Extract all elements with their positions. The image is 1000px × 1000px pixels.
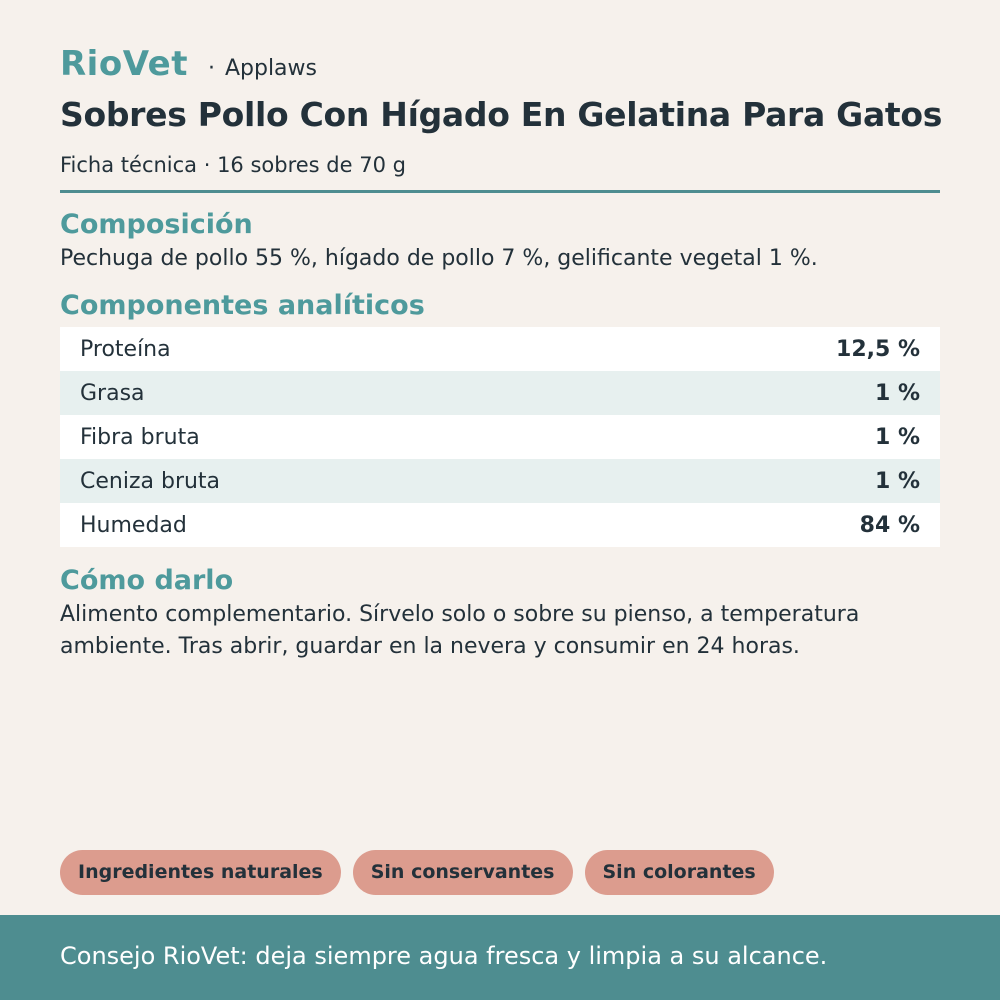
brand-name: RioVet <box>60 44 188 84</box>
tip-footer <box>0 915 1000 1000</box>
feature-tags <box>60 850 774 895</box>
analysis-heading: Componentes analíticos <box>60 290 425 321</box>
brand-separator: · <box>207 56 215 81</box>
analysis-table <box>60 327 940 547</box>
row-label: Proteína <box>80 336 171 362</box>
row-value: 1 % <box>874 380 920 406</box>
row-label: Grasa <box>80 380 145 406</box>
row-label: Humedad <box>80 512 187 538</box>
row-label: Ceniza bruta <box>80 468 221 494</box>
usage-text: Alimento complementario. Sírvelo solo o sobre su pienso, a temperatura ambiente. Tras abrir, guardar en la nevera y consumir en 24 horas. <box>60 602 860 659</box>
row-value: 1 % <box>874 424 920 450</box>
manufacturer-name: Applaws <box>224 56 317 81</box>
composition-text: Pechuga de pollo 55 %, hígado de pollo 7 %, gelificante vegetal 1 %. <box>60 246 818 271</box>
table-row <box>60 459 940 503</box>
product-title: Sobres Pollo Con Hígado En Gelatina Para Gatos <box>60 95 943 134</box>
header-divider <box>60 190 940 193</box>
usage-heading: Cómo darlo <box>60 565 234 596</box>
brand-row <box>60 44 317 84</box>
row-value: 1 % <box>874 468 920 494</box>
tag-natural-ingredients: Ingredientes naturales <box>60 850 341 895</box>
tag-no-colorants: Sin colorantes <box>585 850 774 895</box>
table-row <box>60 327 940 371</box>
composition-heading: Composición <box>60 209 253 240</box>
product-subtitle: Ficha técnica · 16 sobres de 70 g <box>60 153 406 177</box>
footer-tip-text: Consejo RioVet: deja siempre agua fresca y limpia a su alcance. <box>60 942 828 970</box>
row-value: 12,5 % <box>836 336 920 362</box>
tag-no-preservatives: Sin conservantes <box>353 850 573 895</box>
table-row <box>60 503 940 547</box>
table-row <box>60 371 940 415</box>
row-label: Fibra bruta <box>80 424 200 450</box>
row-value: 84 % <box>859 512 920 538</box>
table-row <box>60 415 940 459</box>
